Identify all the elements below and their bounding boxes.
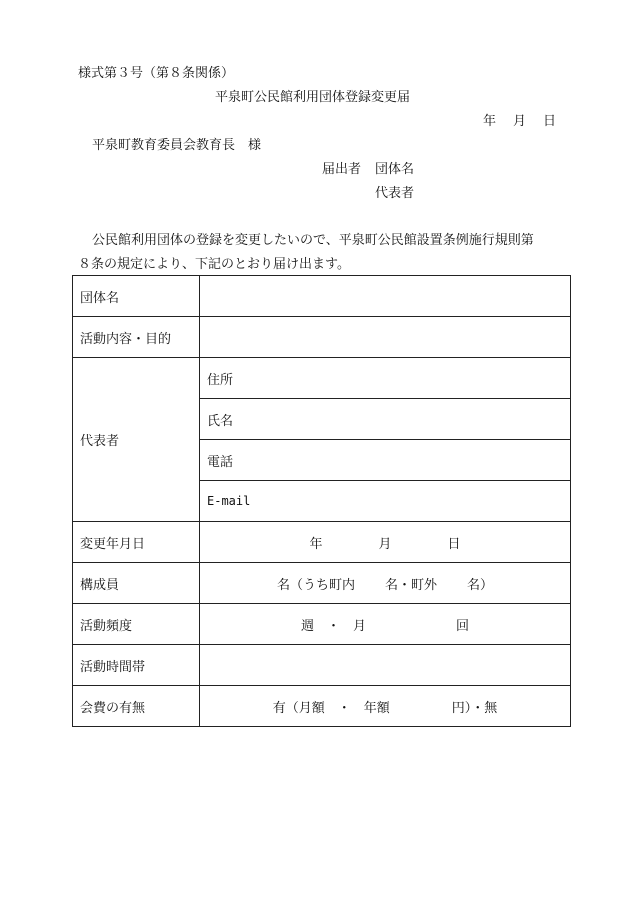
change-year-label: 年 [309,536,323,552]
fee-text-a: 有（月額 ・ 年額 [272,700,390,716]
fee-field[interactable] [200,686,571,727]
body-text-line-2: ８条の規定により、下記のとおり届け出ます。 [78,257,350,272]
change-day-label: 日 [447,536,461,552]
date-year-label: 年 [483,114,497,129]
change-date-field[interactable] [200,522,571,563]
fee-text-b: 円）・無 [451,700,498,716]
members-text-a: 名（うち町内 [276,577,355,593]
frequency-week-month: 週 ・ 月 [300,618,366,634]
rep-email-field[interactable] [200,481,571,522]
activity-field[interactable] [200,317,571,358]
table-row [73,358,571,399]
group-name-header: 団体名 [73,276,200,317]
table-row [73,563,571,604]
date-month-label: 月 [513,114,527,129]
representative-header: 代表者 [73,358,200,522]
form-number: 様式第３号（第８条関係） [78,66,235,81]
table-row [73,317,571,358]
table-row [73,604,571,645]
table-row [73,645,571,686]
members-text-b: 名・町外 [384,577,437,593]
rep-address-label: 住所 [207,372,234,388]
frequency-header: 活動頻度 [73,604,200,645]
table-row [73,522,571,563]
fee-header: 会費の有無 [73,686,200,727]
change-date-header: 変更年月日 [73,522,200,563]
frequency-times-label: 回 [456,618,470,634]
rep-name-field[interactable] [200,399,571,440]
rep-name-label: 氏名 [207,413,234,429]
applicant-group-line [322,162,414,178]
representative-label: 代表者 [375,186,415,201]
change-month-label: 月 [378,536,392,552]
time-slot-header: 活動時間帯 [73,645,200,686]
applicant-label: 届出者 [322,162,362,177]
group-name-label: 団体名 [375,162,415,177]
date-day-label: 日 [543,114,557,129]
body-text-line-1: 公民館利用団体の登録を変更したいので、平泉町公民館設置条例施行規則第 [92,233,534,248]
group-name-field[interactable] [200,276,571,317]
activity-header: 活動内容・目的 [73,317,200,358]
frequency-field[interactable] [200,604,571,645]
table-row [73,686,571,727]
rep-phone-field[interactable] [200,440,571,481]
document-title: 平泉町公民館利用団体登録変更届 [215,90,411,105]
rep-address-field[interactable] [200,358,571,399]
members-header: 構成員 [73,563,200,604]
members-text-c: 名） [467,577,494,593]
addressee: 平泉町教育委員会教育長 様 [92,138,262,153]
time-slot-field[interactable] [200,645,571,686]
submission-date [483,114,556,130]
rep-email-label: E-mail [207,493,251,508]
table-row [73,276,571,317]
registration-change-table [72,275,571,727]
rep-phone-label: 電話 [207,454,234,470]
members-field[interactable] [200,563,571,604]
